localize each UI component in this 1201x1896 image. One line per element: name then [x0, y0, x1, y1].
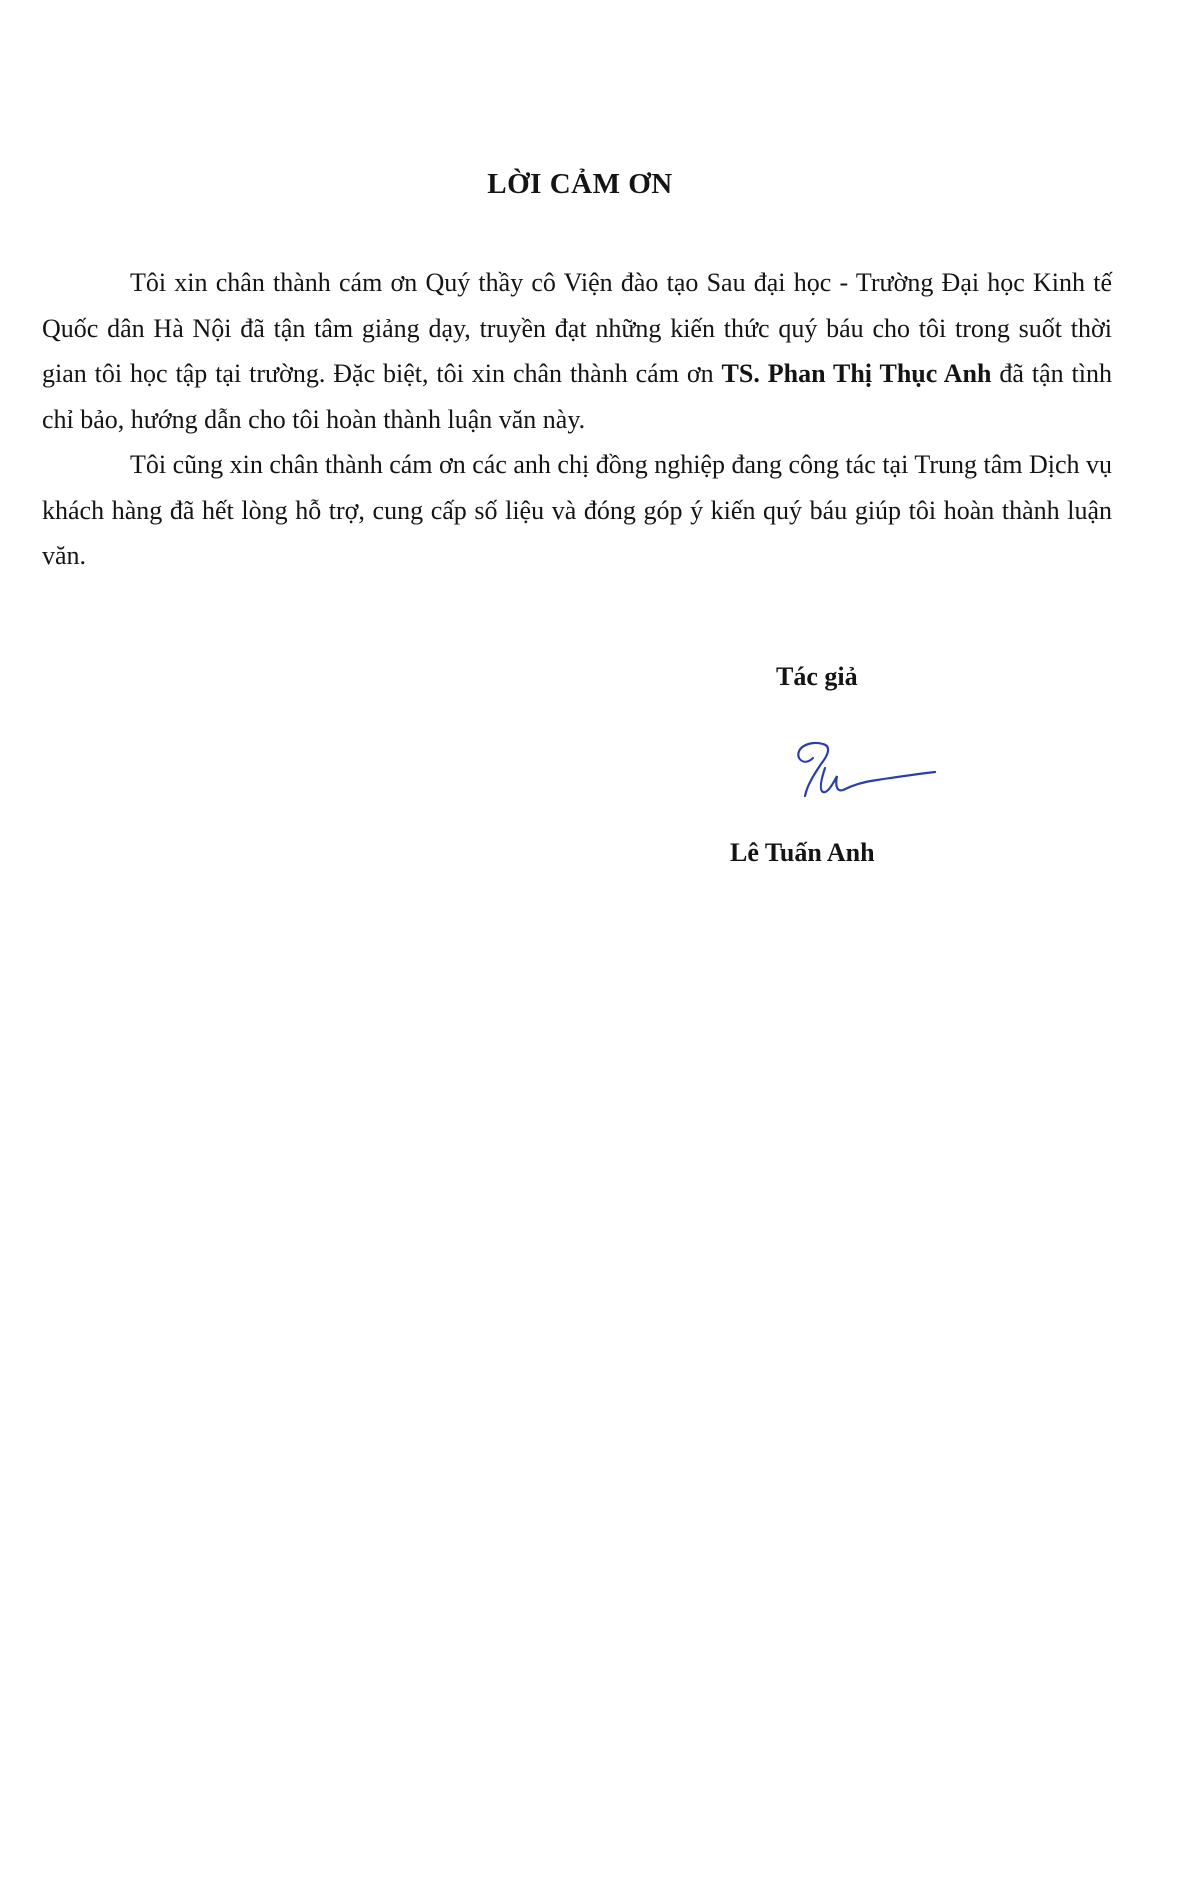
page-title: LỜI CẢM ƠN [487, 168, 673, 200]
paragraph-1-text: Tôi xin chân thành cám ơn Quý thầy cô Viện đào tạo Sau đại học - Trường Đại học Kinh tế Quốc dân Hà Nội đã tận tâm giảng dạy, truyền đạt những kiến thức quý báu cho tôi trong suốt thời gian tôi học tập tại trường. Đặc biệt, tôi xin chân thành cám ơn [42, 268, 1112, 388]
handwritten-signature [785, 728, 945, 808]
paragraph-1 [42, 260, 1112, 442]
paragraph-1-text-end: đã tận tình chỉ bảo, hướng dẫn cho tôi hoàn thành luận văn này. [42, 359, 1112, 434]
acknowledgement-body [42, 260, 1112, 579]
author-label: Tác giả [776, 662, 858, 691]
author-name: Lê Tuấn Anh [730, 838, 875, 867]
supervisor-name: TS. Phan Thị Thục Anh [721, 359, 992, 388]
paragraph-2: Tôi cũng xin chân thành cám ơn các anh chị đồng nghiệp đang công tác tại Trung tâm Dịch vụ khách hàng đã hết lòng hỗ trợ, cung cấp số liệu và đóng góp ý kiến quý báu giúp tôi hoàn thành luận văn. [42, 450, 1113, 570]
